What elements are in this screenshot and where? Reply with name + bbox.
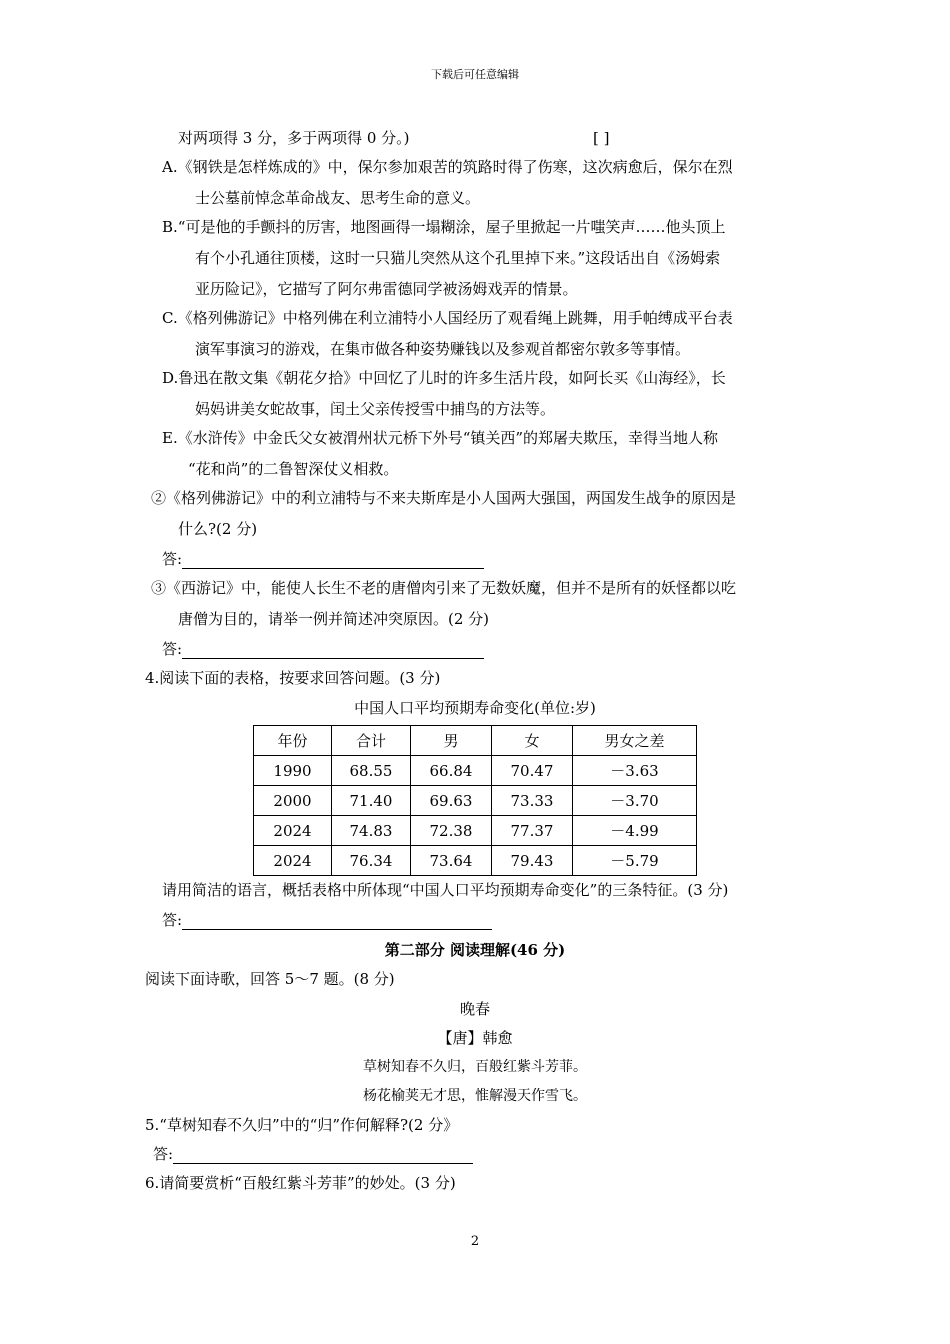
answer-row-q3-2 <box>162 549 484 569</box>
section-title: 第二部分 阅读理解(46 分) <box>384 941 566 959</box>
answer-label: 答: <box>162 911 183 929</box>
answer-row-q3-3 <box>162 639 484 659</box>
table-cell: 73.33 <box>492 786 573 816</box>
reading-intro: 阅读下面诗歌，回答 5～7 题。(8 分) <box>145 970 395 988</box>
option-b-line2: 有个小孔通往顶楼，这时一只猫儿突然从这个孔里掉下来。”这段话出自《汤姆索 <box>195 249 721 267</box>
option-b-line3: 亚历险记》，它描写了阿尔弗雷德同学被汤姆戏弄的情景。 <box>195 280 578 298</box>
q3-scoring-note: 对两项得 3 分，多于两项得 0 分。) <box>178 129 410 147</box>
page-number: 2 <box>470 1234 480 1249</box>
poem-author: 【唐】韩愈 <box>437 1029 513 1047</box>
table-header-cell: 男 <box>411 726 492 756</box>
poem-title: 晚春 <box>459 1000 490 1018</box>
answer-row-q5 <box>153 1144 473 1164</box>
table-header-cell: 男女之差 <box>573 726 697 756</box>
poem-line-1: 草树知春不久归，百般红紫斗芳菲。 <box>363 1059 587 1075</box>
answer-label: 答: <box>162 640 183 658</box>
answer-row-q4 <box>162 910 492 930</box>
table-cell: 2024 <box>254 816 332 846</box>
answer-label: 答: <box>162 550 183 568</box>
page-header-note: 下载后可任意编辑 <box>431 68 519 81</box>
answer-blank[interactable] <box>182 553 484 569</box>
table-cell: 2000 <box>254 786 332 816</box>
table-row <box>254 816 697 846</box>
table-cell: 74.83 <box>332 816 411 846</box>
table-row <box>254 846 697 876</box>
answer-bracket: [ ] <box>593 129 610 147</box>
answer-label: 答: <box>153 1145 174 1163</box>
question-4-stem: 4.阅读下面的表格，按要求回答问题。(3 分) <box>145 669 441 687</box>
table-cell: 76.34 <box>332 846 411 876</box>
option-d-line1: D.鲁迅在散文集《朝花夕拾》中回忆了儿时的许多生活片段，如阿长买《山海经》，长 <box>162 369 726 387</box>
option-e-line2: “花和尚”的二鲁智深仗义相救。 <box>188 460 399 478</box>
table-caption: 中国人口平均预期寿命变化(单位:岁) <box>354 699 596 717</box>
table-cell: －3.63 <box>573 756 697 786</box>
option-a-line2: 士公墓前悼念革命战友、思考生命的意义。 <box>195 189 481 207</box>
table-cell: －5.79 <box>573 846 697 876</box>
subquestion-2-line2: 什么?(2 分) <box>178 520 258 538</box>
table-cell: 77.37 <box>492 816 573 846</box>
table-row <box>254 786 697 816</box>
subquestion-3-line2: 唐僧为目的，请举一例并简述冲突原因。(2 分) <box>178 610 490 628</box>
answer-blank[interactable] <box>182 914 492 930</box>
table-cell: 71.40 <box>332 786 411 816</box>
table-cell: －3.70 <box>573 786 697 816</box>
table-row <box>254 756 697 786</box>
table-header-row <box>254 726 697 756</box>
table-cell: 73.64 <box>411 846 492 876</box>
option-c-line2: 演军事演习的游戏，在集市做各种姿势赚钱以及参观首都密尔敦多等事情。 <box>195 340 691 358</box>
table-cell: 79.43 <box>492 846 573 876</box>
table-cell: 66.84 <box>411 756 492 786</box>
question-5: 5.“草树知春不久归”中的“归”作何解释?(2 分》 <box>145 1116 459 1134</box>
subquestion-2-line1: ②《格列佛游记》中的利立浦特与不来夫斯库是小人国两大强国，两国发生战争的原因是 <box>151 489 737 507</box>
answer-blank[interactable] <box>173 1148 473 1164</box>
answer-blank[interactable] <box>182 643 484 659</box>
table-header-cell: 女 <box>492 726 573 756</box>
option-e-line1: E.《水浒传》中金氏父女被渭州状元桥下外号“镇关西”的郑屠夫欺压，幸得当地人称 <box>162 429 719 447</box>
option-a-line1: A.《钢铁是怎样炼成的》中，保尔参加艰苦的筑路时得了伤寒，这次病愈后，保尔在烈 <box>162 158 733 176</box>
table-header-cell: 年份 <box>254 726 332 756</box>
option-c-line1: C.《格列佛游记》中格列佛在利立浦特小人国经历了观看绳上跳舞，用手帕缚成平台表 <box>162 309 733 327</box>
life-expectancy-table <box>253 725 697 876</box>
option-b-line1: B.“可是他的手颤抖的厉害，地图画得一塌糊涂，屋子里掀起一片嗤笑声……他头顶上 <box>162 218 726 236</box>
table-cell: 68.55 <box>332 756 411 786</box>
table-cell: 72.38 <box>411 816 492 846</box>
poem-line-2: 杨花榆荚无才思，惟解漫天作雪飞。 <box>363 1088 587 1104</box>
table-cell: 69.63 <box>411 786 492 816</box>
table-cell: －4.99 <box>573 816 697 846</box>
question-6: 6.请简要赏析“百般红紫斗芳菲”的妙处。(3 分) <box>145 1174 456 1192</box>
question-4-prompt: 请用简洁的语言，概括表格中所体现“中国人口平均预期寿命变化”的三条特征。(3 分) <box>162 881 729 899</box>
table-cell: 1990 <box>254 756 332 786</box>
subquestion-3-line1: ③《西游记》中，能使人长生不老的唐僧肉引来了无数妖魔，但并不是所有的妖怪都以吃 <box>151 579 737 597</box>
table-cell: 70.47 <box>492 756 573 786</box>
table-cell: 2024 <box>254 846 332 876</box>
option-d-line2: 妈妈讲美女蛇故事，闰土父亲传授雪中捕鸟的方法等。 <box>195 400 556 418</box>
table-header-cell: 合计 <box>332 726 411 756</box>
